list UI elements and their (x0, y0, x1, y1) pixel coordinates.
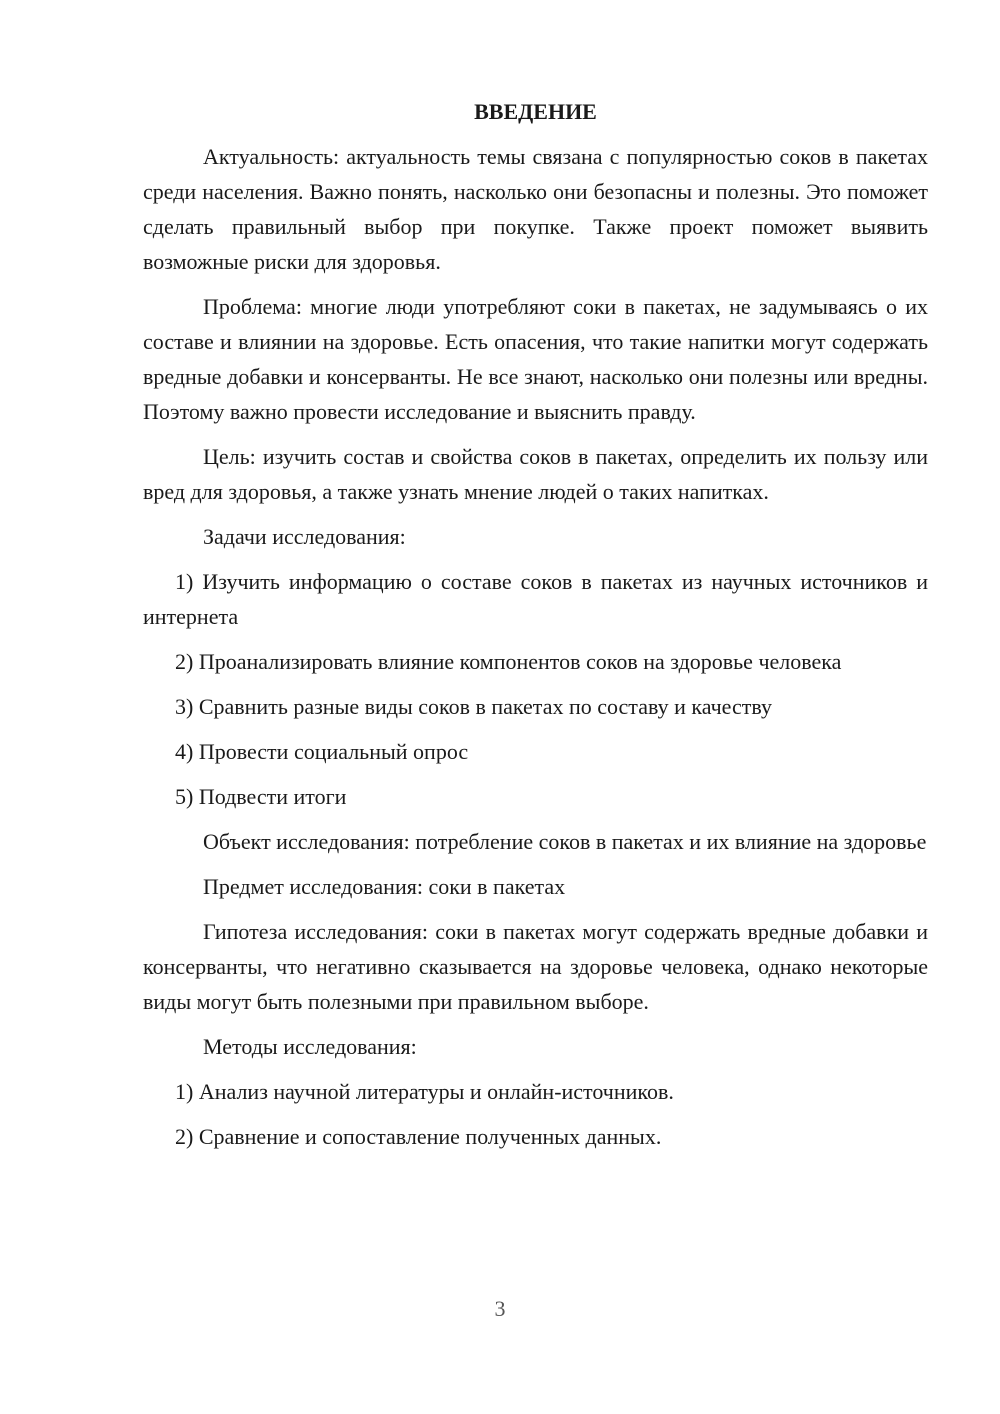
task-item: 5) Подвести итоги (175, 784, 347, 809)
goal-paragraph: Цель: изучить состав и свойства соков в пакетах, определить их пользу или вред для здоровья, а также узнать мнение людей о таких напитках. (143, 444, 928, 504)
methods-heading: Методы исследования: (203, 1034, 417, 1059)
task-item: 4) Провести социальный опрос (175, 739, 469, 764)
hypothesis-paragraph: Гипотеза исследования: соки в пакетах могут содержать вредные добавки и консерванты, что негативно сказывается на здоровье человека, однако некоторые виды могут быть полезными при правильном выборе. (143, 919, 928, 1014)
document-body (143, 94, 928, 1164)
method-item: 1) Анализ научной литературы и онлайн-источников. (175, 1079, 674, 1104)
page-number: 3 (494, 1296, 506, 1321)
method-item: 2) Сравнение и сопоставление полученных данных. (175, 1124, 662, 1149)
tasks-heading: Задачи исследования: (203, 524, 406, 549)
task-item: 2) Проанализировать влияние компонентов соков на здоровье человека (175, 649, 842, 674)
subject-paragraph: Предмет исследования: соки в пакетах (203, 874, 566, 899)
task-item: 1) Изучить информацию о составе соков в пакетах из научных источников и интернета (143, 569, 928, 629)
section-title: ВВЕДЕНИЕ (474, 99, 597, 124)
object-paragraph: Объект исследования: потребление соков в пакетах и их влияние на здоровье (203, 829, 927, 854)
problem-paragraph: Проблема: многие люди употребляют соки в пакетах, не задумываясь о их составе и влиянии на здоровье. Есть опасения, что такие напитки могут содержать вредные добавки и консерванты. Не все знают, насколько они полезны или вредны. Поэтому важно провести исследование и выяснить правду. (143, 294, 928, 424)
task-item: 3) Сравнить разные виды соков в пакетах по составу и качеству (175, 694, 772, 719)
relevance-paragraph: Актуальность: актуальность темы связана с популярностью соков в пакетах среди населения. Важно понять, насколько они безопасны и полезны. Это поможет сделать правильный выбор при покупке. Также проект поможет выявить возможные риски для здоровья. (143, 144, 928, 274)
